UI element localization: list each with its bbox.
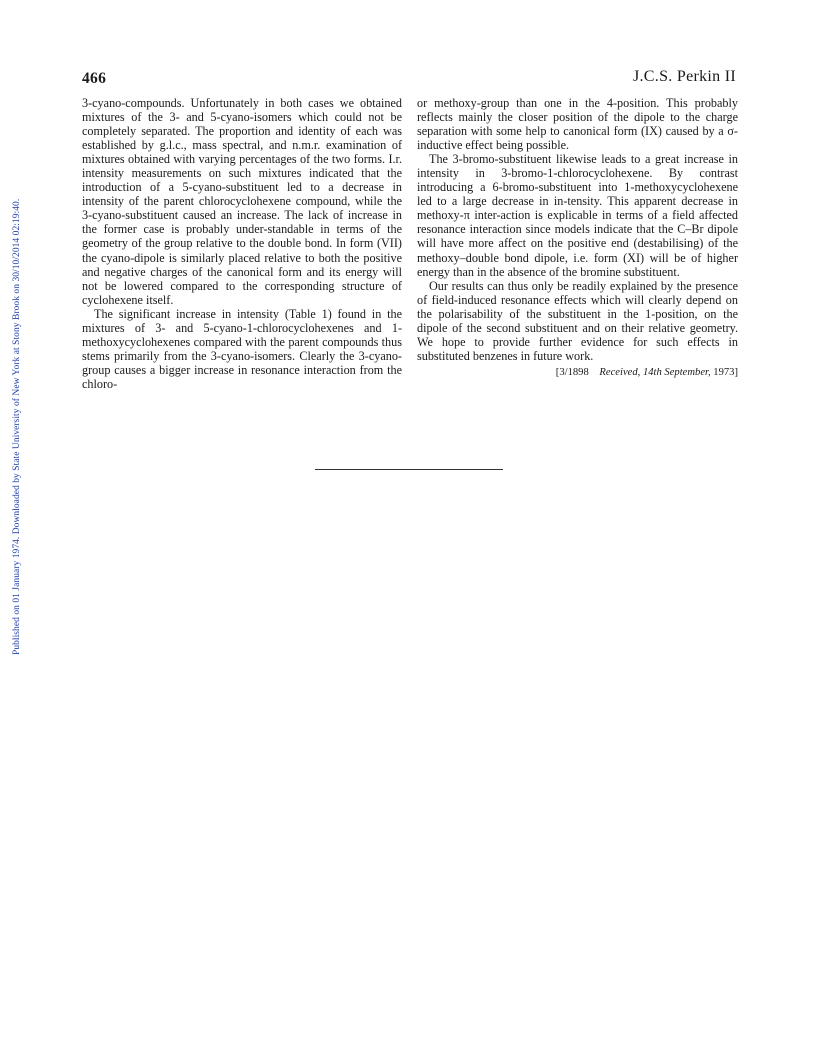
page-number: 466 <box>82 70 107 87</box>
received-label: Received, <box>599 366 641 378</box>
right-column <box>417 96 738 379</box>
left-column <box>82 96 402 391</box>
publication-side-note <box>4 0 22 660</box>
paragraph: The significant increase in intensity (Table 1) found in the mixtures of 3- and 5-cyano-1-chlorocyclohexenes and 1-methoxycyclohexenes compared with the parent compounds thus stems primarily from the 3-cyano-isomers. Clearly the 3-cyano-group causes a bigger increase in resonance interaction from the chloro- <box>82 306 402 391</box>
end-rule <box>315 469 503 470</box>
paragraph: 3-cyano-compounds. Unfortunately in both cases we obtained mixtures of the 3- and 5-cyano-isomers which could not be completely separated. The proportion and identity of each was established by g.l.c., mass spectral, and n.m.r. examination of mixtures obtained with varying percentages of the two forms. I.r. intensity measurements on such mixtures indicated that the introduction of a 5-cyano-substituent led to a decrease in intensity of the parent chlorocyclohexene compound, while the 3-cyano-substituent caused an increase. The lack of increase in the former case is probably under-standable in terms of the geometry of the group relative to the double bond. In form (VII) the cyano-dipole is similarly placed relative to both the positive and negative charges of the canonical form and its energy will not be lowered compared to the corresponding structure of cyclohexene itself. <box>82 96 402 307</box>
journal-title: J.C.S. Perkin II <box>632 68 736 85</box>
paragraph: or methoxy-group than one in the 4-position. This probably reflects mainly the closer position of the dipole to the charge separation with some help to canonical form (IX) caused by a σ-inductive effect being possible. <box>417 96 738 153</box>
manuscript-reference: [3/1898 <box>555 366 589 378</box>
received-note <box>417 366 738 379</box>
paragraph: The 3-bromo-substituent likewise leads to a great increase in intensity in 3-bromo-1-chlorocyclohexene. By contrast introducing a 6-bromo-substituent into 1-methoxycyclohexene led to a large decrease in in-tensity. This apparent decrease in methoxy-π inter-action is explicable in terms of a field affected resonance interaction since models indicate that the C–Br dipole will have more affect on the positive end (destabilising) of the methoxy–double bond dipole, i.e. form (XI) will be of higher energy than in the absence of the bromine substituent. <box>417 152 738 279</box>
received-year: 1973] <box>713 366 738 378</box>
side-note-text: Published on 01 January 1974. Downloaded by State University of New York at Stony Brook on 30/10/2014 02:19:40. <box>12 198 22 655</box>
paragraph: Our results can thus only be readily explained by the presence of field-induced resonance effects which will clearly depend on the polarisability of the substituent in the 1-position, on the dipole of the second substituent and on their relative geometry. We hope to provide further evidence for such effects in substituted benzenes in future work. <box>417 278 738 363</box>
received-date: 14th September, <box>642 366 711 378</box>
